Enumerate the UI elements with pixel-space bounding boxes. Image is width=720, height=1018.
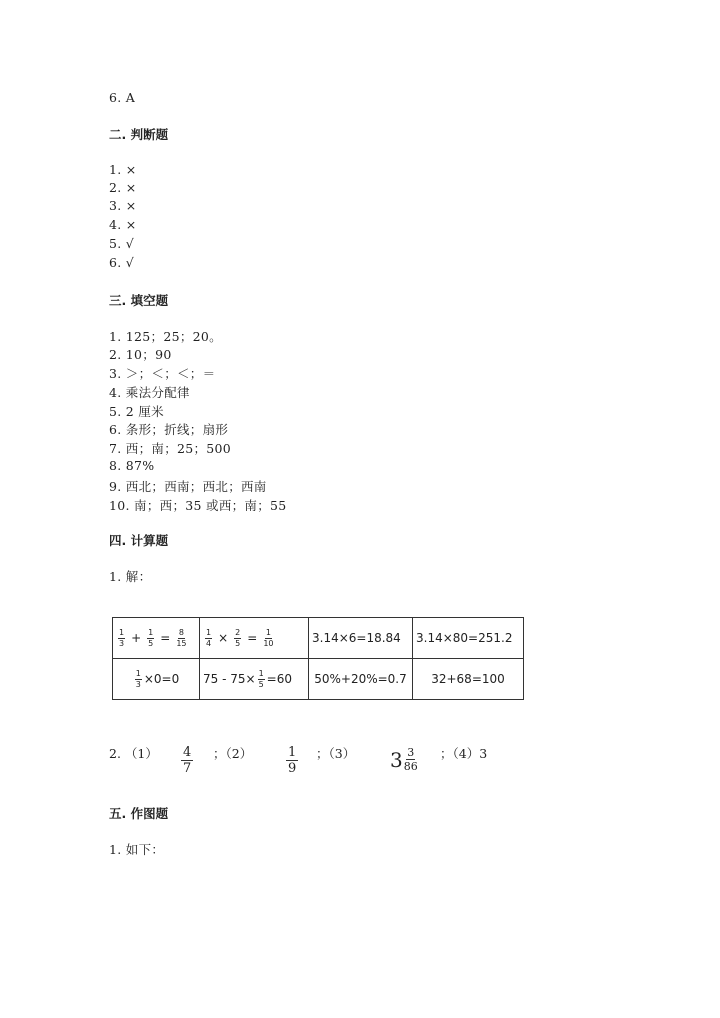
fraction: $\frac{1}{5}$ — [148, 627, 154, 648]
judge-item-4: 4. × — [109, 217, 137, 232]
fraction: $\frac{1}{5}$ — [258, 668, 264, 689]
calc-cell-r1c3: 3.14×6=18.84 — [309, 618, 413, 659]
fill-item-6: 6. 条形；折线；扇形 — [109, 422, 229, 437]
q2-label-3: ；（3） — [316, 746, 356, 761]
calc-cell-r2c3: 50%+20%=0.7 — [309, 659, 413, 700]
calc-row-2 — [113, 659, 524, 700]
answer-6a: 6. A — [109, 90, 136, 105]
plus-sign: + — [131, 630, 142, 645]
fraction: $\frac{1}{10}$ — [263, 627, 274, 648]
fraction: $\frac{2}{5}$ — [235, 627, 241, 648]
judge-item-3: 3. × — [109, 198, 137, 213]
section4-title: 四. 计算题 — [109, 533, 169, 548]
fill-item-7: 7. 西；南；25；500 — [109, 441, 232, 456]
q2-fraction-2: 1 9 — [288, 745, 297, 776]
q2-label-1: 2. （1） — [109, 746, 158, 761]
calc-cell-r1c4: 3.14×80=251.2 — [413, 618, 524, 659]
calc-cell-r1c1 — [113, 618, 200, 659]
fraction: $\frac{1}{4}$ — [206, 627, 212, 648]
fraction: $\frac{8}{15}$ — [176, 627, 187, 648]
section3-title: 三. 填空题 — [109, 293, 169, 308]
section2-title: 二. 判断题 — [109, 127, 169, 142]
equals-sign: = — [247, 630, 258, 645]
expression-tail: =60 — [266, 671, 292, 686]
fill-item-1: 1. 125；25；20。 — [109, 329, 222, 344]
fraction: $\frac{1}{3}$ — [119, 627, 125, 648]
judge-item-2: 2. × — [109, 180, 137, 195]
times-sign: × — [218, 630, 229, 645]
judge-item-6: 6. √ — [109, 255, 135, 270]
q2-fraction-1: 4 7 — [183, 745, 192, 776]
fraction: $\frac{1}{3}$ — [135, 668, 141, 689]
fill-item-2: 2. 10；90 — [109, 347, 172, 362]
calc-table — [112, 617, 524, 700]
fill-item-10: 10. 南；西；35 或西；南；55 — [109, 498, 287, 513]
expression-head: 75 - 75× — [203, 671, 256, 686]
fill-item-4: 4. 乘法分配律 — [109, 385, 190, 400]
equals-sign: = — [160, 630, 171, 645]
fill-item-5: 5. 2 厘米 — [109, 404, 164, 419]
calc-cell-r1c2 — [200, 618, 309, 659]
q2-mixed-number: 3 3 86 — [390, 746, 418, 773]
mixed-whole: 3 — [390, 747, 403, 772]
calc-row-1 — [113, 618, 524, 659]
judge-item-5: 5. √ — [109, 236, 135, 251]
calc-cell-r2c4: 32+68=100 — [413, 659, 524, 700]
calc-cell-r2c2 — [200, 659, 309, 700]
calc-q1-label: 1. 解： — [109, 569, 152, 584]
draw-q1-label: 1. 如下： — [109, 842, 165, 857]
q2-label-4: ；（4）3 — [440, 746, 488, 761]
calc-cell-r2c1 — [113, 659, 200, 700]
q2-label-2: ；（2） — [213, 746, 253, 761]
expression-tail: ×0=0 — [143, 671, 180, 686]
section5-title: 五. 作图题 — [109, 806, 169, 821]
fill-item-3: 3. ＞；＜；＜；＝ — [109, 366, 216, 381]
judge-item-1: 1. × — [109, 162, 137, 177]
fill-item-8: 8. 87% — [109, 458, 155, 473]
fill-item-9: 9. 西北；西南；西北；西南 — [109, 479, 267, 494]
